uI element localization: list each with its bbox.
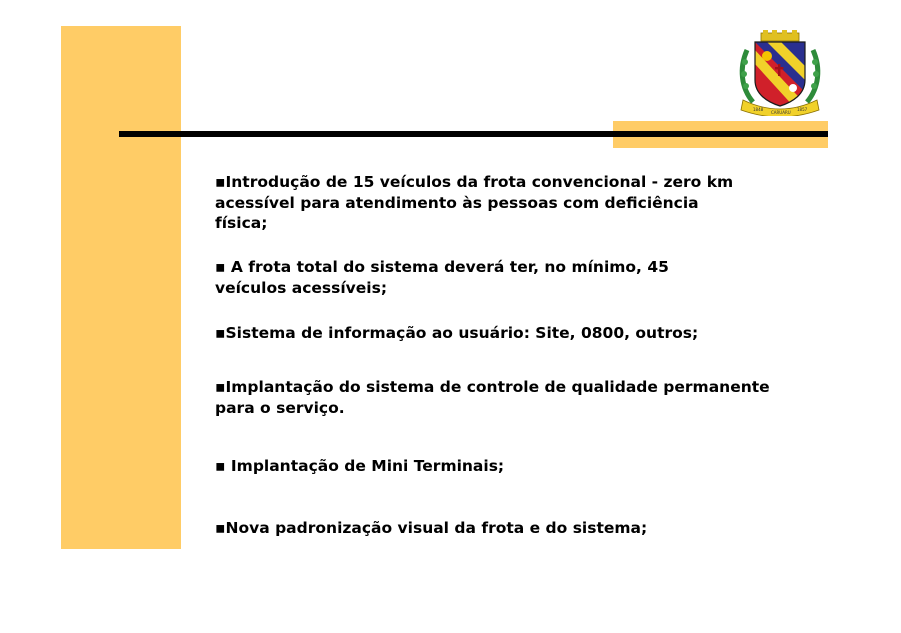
- bullet-line: ▪ A frota total do sistema deverá ter, no mínimo, 45: [215, 258, 669, 276]
- bullet-line: física;: [215, 214, 268, 232]
- bullet-item: [215, 456, 835, 477]
- bullet-line: para o serviço.: [215, 398, 345, 417]
- header-rule: [119, 131, 828, 137]
- bullet-item: [215, 518, 835, 539]
- bullet-item: [215, 257, 835, 298]
- bullet-line: ▪Implantação do sistema de controle de qualidade permanente: [215, 378, 770, 396]
- left-accent-bar: [61, 26, 181, 549]
- logo-name: CARUARU: [771, 110, 791, 115]
- bullet-line: ▪Introdução de 15 veículos da frota convencional - zero km: [215, 173, 734, 191]
- coat-of-arms-icon: [737, 30, 823, 116]
- bullet-item: [215, 172, 835, 234]
- logo-year-right: 1857: [797, 107, 808, 112]
- bullet-item: [215, 377, 835, 418]
- bullet-line: acessível para atendimento às pessoas com deficiência: [215, 193, 699, 212]
- bullet-item: [215, 323, 835, 344]
- logo-year-left: 1848: [753, 107, 764, 112]
- bullet-line: ▪ Implantação de Mini Terminais;: [215, 457, 505, 475]
- bullet-line: ▪Sistema de informação ao usuário: Site, 0800, outros;: [215, 324, 699, 342]
- bullet-line: ▪Nova padronização visual da frota e do sistema;: [215, 519, 648, 537]
- bullet-line: veículos acessíveis;: [215, 278, 388, 297]
